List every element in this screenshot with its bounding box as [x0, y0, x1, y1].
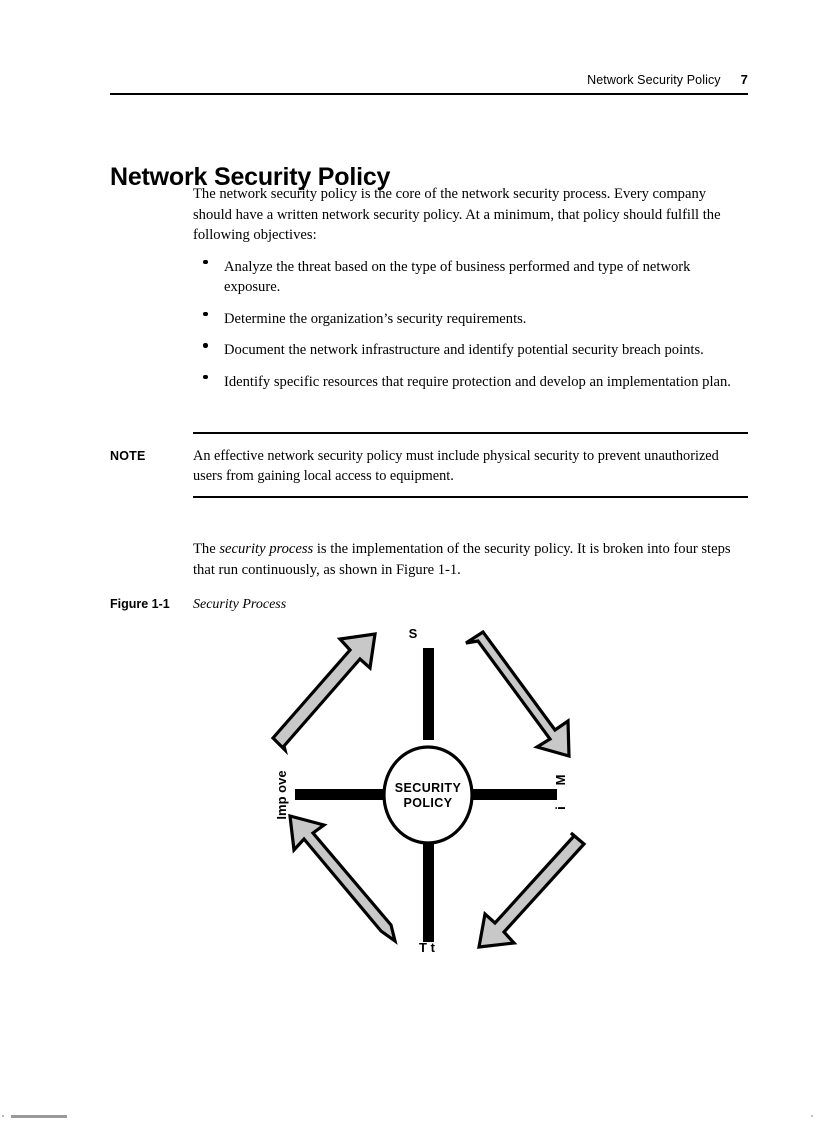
bullet-icon [203, 260, 208, 265]
process-text-part2: is the implementation of the security policy. It is broken into four steps that run continuously, as shown in Figure 1-1. [193, 541, 731, 578]
bullet-icon [203, 375, 208, 380]
page-title: Network Security Policy [110, 162, 391, 191]
list-item [193, 372, 748, 393]
objectives-list [193, 257, 748, 393]
note-label: NOTE [110, 449, 146, 463]
arrow-bottom-right [479, 833, 584, 947]
spoke-bottom [423, 842, 434, 942]
scan-artifact [11, 1115, 67, 1118]
list-item-text: Document the network infrastructure and identify potential security breach points. [224, 342, 704, 358]
list-item [193, 340, 748, 361]
body-content [193, 184, 748, 392]
note-rule-top [193, 432, 748, 434]
center-circle [384, 747, 472, 843]
bullet-icon [203, 312, 208, 317]
running-header [110, 72, 748, 87]
arrow-top-right [466, 632, 569, 756]
list-item [193, 257, 748, 298]
step-label-monitor-sub: i [553, 806, 568, 810]
list-item [193, 309, 748, 330]
note-text: An effective network security policy must include physical security to prevent unauthorized users from gaining local access to equipment. [193, 448, 719, 484]
process-emphasis: security process [219, 541, 314, 557]
scan-tick-left [2, 1115, 4, 1117]
intro-paragraph: The network security policy is the core of the network security process. Every company should have a written network security policy. At a minimum, that policy should fulfill the following objectives: [193, 186, 721, 243]
step-label-test: T t [419, 940, 435, 955]
arrow-bottom-left [290, 816, 395, 941]
note-rule-bottom [193, 496, 748, 498]
process-text-part1: The [193, 541, 220, 557]
figure-title: Security Process [193, 597, 287, 612]
list-item-text: Analyze the threat based on the type of business performed and type of network exposure. [224, 258, 691, 295]
step-label-secure: S [408, 626, 418, 641]
spoke-right [472, 789, 557, 800]
center-label-line1: SECURITY [394, 781, 462, 795]
list-item-text: Identify specific resources that require protection and develop an implementation plan. [224, 373, 731, 390]
page-number: 7 [740, 72, 748, 87]
step-label-monitor: M [553, 774, 568, 786]
security-process-diagram [255, 620, 595, 960]
spoke-left [295, 789, 385, 800]
process-paragraph [193, 539, 748, 580]
header-title: Network Security Policy [587, 73, 721, 87]
bullet-icon [203, 343, 208, 348]
scan-tick-right [811, 1115, 813, 1117]
figure-number: Figure 1-1 [110, 597, 170, 611]
spoke-top [423, 648, 434, 740]
center-label-line2: POLICY [403, 796, 453, 810]
header-rule [110, 93, 748, 95]
step-label-improve: Imp ove [274, 770, 289, 820]
arrow-top-left [273, 634, 375, 750]
list-item-text: Determine the organization’s security requirements. [224, 310, 527, 327]
